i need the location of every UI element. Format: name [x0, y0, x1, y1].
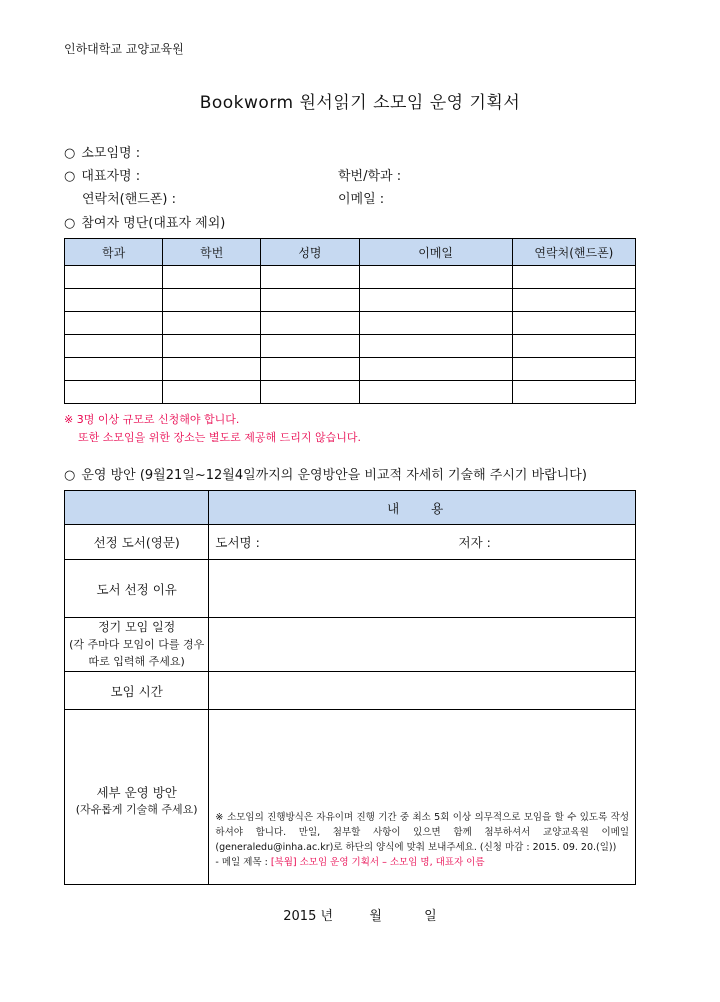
plan-heading: ○ 운영 방안 (9월21일~12월4일까지의 운영방안을 비교적 자세히 기술해 주시기 바랍니다): [64, 468, 587, 483]
table-row: [65, 358, 636, 381]
table-cell[interactable]: [163, 266, 261, 289]
table-header-row: [65, 491, 636, 525]
table-cell[interactable]: [359, 358, 512, 381]
circle-bullet-icon: ○: [64, 468, 76, 483]
column-header: 학과: [65, 239, 163, 266]
participants-heading: ○ 참여자 명단(대표자 제외): [64, 216, 226, 231]
table-cell[interactable]: [163, 358, 261, 381]
table-cell[interactable]: [261, 358, 359, 381]
table-cell[interactable]: [65, 358, 163, 381]
student-id-field: 학번/학과 :: [338, 169, 402, 184]
table-cell[interactable]: [359, 381, 512, 404]
table-cell[interactable]: [512, 266, 635, 289]
column-header: 학번: [163, 239, 261, 266]
table-row: [65, 289, 636, 312]
detail-value-cell[interactable]: [209, 710, 636, 885]
group-name-field: ○ 소모임명 :: [64, 146, 141, 161]
table-row: [65, 381, 636, 404]
schedule-sub: (각 주마다 모임이 다를 경우 따로 입력해 주세요): [69, 638, 205, 668]
table-row: [65, 618, 636, 672]
table-cell[interactable]: [163, 335, 261, 358]
table-cell[interactable]: [512, 289, 635, 312]
note-no-venue: 또한 소모임을 위한 장소는 별도로 제공해 드리지 않습니다.: [78, 431, 361, 444]
table-cell[interactable]: [163, 312, 261, 335]
table-cell[interactable]: [359, 266, 512, 289]
table-cell[interactable]: [65, 312, 163, 335]
column-header: 이메일: [359, 239, 512, 266]
table-cell[interactable]: [512, 335, 635, 358]
table-cell[interactable]: [261, 312, 359, 335]
date-month: 월: [369, 909, 382, 924]
date-line: [0, 905, 720, 924]
table-cell[interactable]: [65, 266, 163, 289]
detail-label: 세부 운영 방안: [96, 784, 177, 800]
schedule-label-cell: [65, 618, 209, 672]
table-header-row: [65, 239, 636, 266]
table-cell[interactable]: [261, 289, 359, 312]
blank-header: [65, 491, 209, 525]
schedule-value-cell[interactable]: [209, 618, 636, 672]
schedule-label: 정기 모임 일정: [98, 620, 176, 634]
circle-bullet-icon: ○: [64, 146, 76, 161]
book-author-label: 저자 :: [458, 535, 491, 550]
phone-field: 연락처(핸드폰) :: [82, 192, 177, 207]
reason-label: 도서 선정 이유: [65, 560, 209, 618]
table-cell[interactable]: [512, 312, 635, 335]
table-cell[interactable]: [65, 289, 163, 312]
table-cell[interactable]: [261, 266, 359, 289]
book-value-cell[interactable]: [209, 525, 636, 560]
table-cell[interactable]: [261, 381, 359, 404]
leader-name-field: ○ 대표자명 :: [64, 169, 141, 184]
table-cell[interactable]: [359, 312, 512, 335]
circle-bullet-icon: ○: [64, 216, 76, 231]
content-header: 내 용: [209, 491, 636, 525]
table-cell[interactable]: [512, 381, 635, 404]
book-title-label: 도서명 :: [215, 535, 260, 550]
book-label: 선정 도서(영문): [65, 525, 209, 560]
organization-name: 인하대학교 교양교육원: [64, 42, 184, 56]
column-header: 성명: [261, 239, 359, 266]
mail-subject: [북웜] 소모임 운영 기획서 – 소모임 명, 대표자 이름: [270, 857, 485, 868]
detail-label-cell: [65, 710, 209, 885]
reason-value-cell[interactable]: [209, 560, 636, 618]
note-minimum-members: ※ 3명 이상 규모로 신청해야 합니다.: [64, 413, 240, 426]
table-row: [65, 266, 636, 289]
table-row: [65, 312, 636, 335]
table-row: [65, 560, 636, 618]
participants-table: [64, 238, 636, 404]
table-cell[interactable]: [359, 335, 512, 358]
table-cell[interactable]: [163, 381, 261, 404]
detail-sub: (자유롭게 기술해 주세요): [75, 802, 198, 816]
date-day: 일: [424, 909, 437, 924]
table-cell[interactable]: [359, 289, 512, 312]
circle-bullet-icon: ○: [64, 169, 76, 184]
plan-table: [64, 490, 636, 885]
table-row: [65, 525, 636, 560]
table-cell[interactable]: [512, 358, 635, 381]
email-field: 이메일 :: [338, 192, 385, 207]
detail-note: ※ 소모임의 진행방식은 자유이며 진행 기간 중 최소 5회 이상 의무적으로 모임을 할 수 있도록 작성하셔야 합니다. 만일, 첨부할 사항이 있으면 함께 첨부하셔서 교양교육원 이메일(generaledu@inha.ac.kr)로 하단의 양식에 맞춰 보내주세요. (신청 마감 : 2015. 09. 20.(일)) - 메일 제목 : [북웜] 소모임 운영 기획서 – 소모임 명, 대표자 이름: [215, 812, 629, 868]
table-cell[interactable]: [65, 381, 163, 404]
table-row: [65, 710, 636, 885]
time-label: 모임 시간: [65, 672, 209, 710]
document-title: Bookworm 원서읽기 소모임 운영 기획서: [199, 93, 521, 113]
table-cell[interactable]: [261, 335, 359, 358]
date-year: 2015 년: [283, 909, 334, 924]
table-cell[interactable]: [163, 289, 261, 312]
table-row: [65, 335, 636, 358]
column-header: 연락처(핸드폰): [512, 239, 635, 266]
table-cell[interactable]: [65, 335, 163, 358]
table-row: [65, 672, 636, 710]
time-value-cell[interactable]: [209, 672, 636, 710]
